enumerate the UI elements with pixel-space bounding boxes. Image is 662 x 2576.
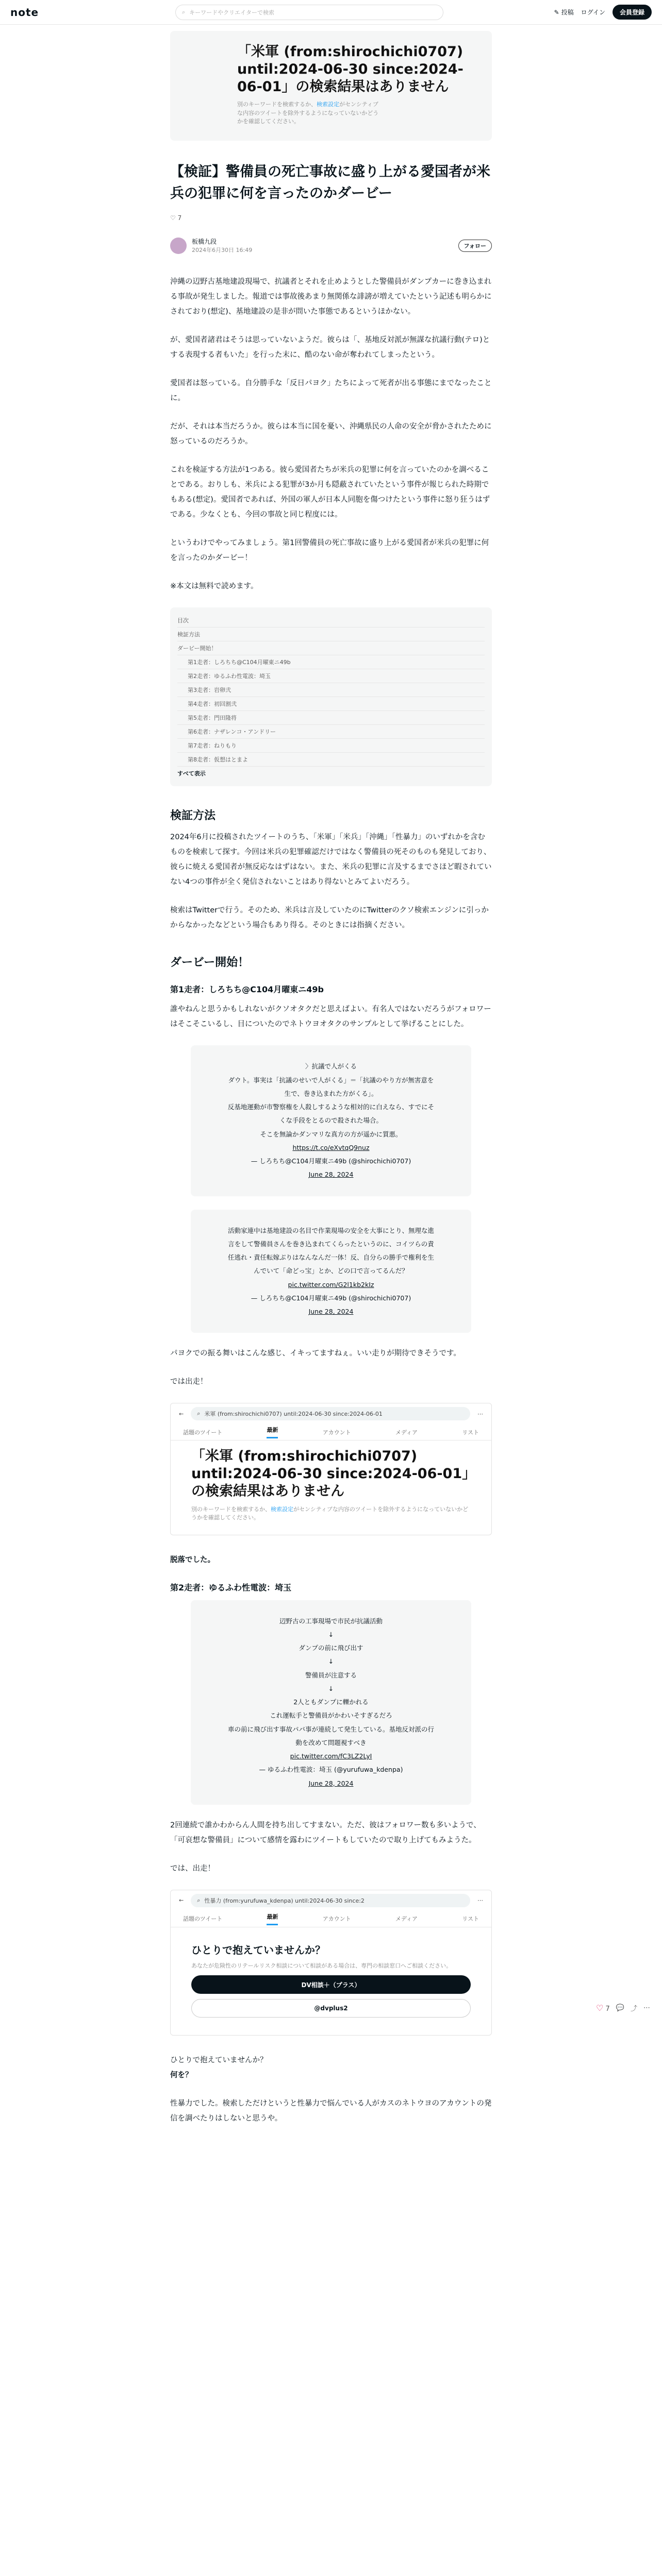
tweet-date[interactable]: June 28, 2024: [308, 1779, 354, 1787]
tweet-line: 〉抗議で人がくる: [305, 1062, 357, 1071]
search-input[interactable]: [175, 5, 443, 20]
paragraph: だが、それは本当だろうか。彼らは本当に国を憂い、沖縄県民の人命の安全が脅かされたために怒っているのだろうか。: [170, 422, 492, 446]
toc-item[interactable]: 第4走者：初回割弐: [177, 697, 485, 711]
toc-item[interactable]: 第5走者：門田隆将: [177, 711, 485, 725]
paragraph: 2回連続で誰かわからん人間を持ち出してすまない。ただ、彼はフォロワー数も多いようで、「可哀想な警備員」について感情を露わにツイートもしていたので取り上げてもみようた。: [170, 1821, 481, 1844]
toc-item[interactable]: 検証方法: [177, 628, 485, 641]
twitter-screenshot: [170, 1890, 492, 2036]
no-results-sub: 別のキーワードを検索するか、検索設定がセンシティブな内容のツイートを除外するようになっていないかどうかを確認してください。: [237, 101, 379, 125]
tab-top: 話題のツイート: [183, 1916, 223, 1923]
search-icon: ⌕: [182, 8, 186, 15]
no-results-title: 「米軍 (from:shirochichi0707) until:2024-06-30 since:2024-06-01」の検索結果はありません: [237, 44, 464, 95]
no-results-title: 「米軍 (from:shirochichi0707) until:2024-06-30 since:2024-06-01」の検索結果はありません: [191, 1448, 469, 1499]
no-results-sub: 別のキーワードを検索するか、検索設定がセンシティブな内容のツイートを除外するようになっていないかどうかを確認してください。: [191, 1505, 469, 1521]
tweet-author: — ゆるふわ性電波：埼玉 (@yurufuwa_kdenpa): [259, 1766, 403, 1774]
paragraph: 性暴力でした。検索しただけというと性暴力で悩んでいる人がカスのネトウヨのアカウントの発信を調べたりはしないと思うや。: [170, 2099, 492, 2123]
tweet-line: 辺野古の工事現場で市民が抗議活動: [279, 1617, 383, 1625]
tweet-line: 2人ともダンプに轢かれる: [293, 1698, 369, 1706]
toc-heading[interactable]: 目次: [177, 614, 485, 628]
toc-item[interactable]: 第3走者：岩卵弐: [177, 683, 485, 697]
paragraph: 検索はTwitterで行う。そのため、米兵は言及していたのにTwitterのクソ検索エンジンに引っかからなかったなどという場合もあり得る。そのときには指摘ください。: [170, 906, 489, 930]
tweet-line: ダウト。事実は「抗議のせいで人がくる」＝「抗議のやり方が無害意を生で、巻き込まれた方がくる」。: [228, 1076, 434, 1097]
dvplus2-button: @dvplus2: [191, 1999, 471, 2018]
article-title: 【検証】警備員の死亡事故に盛り上がる愛国者が米兵の犯罪に何を言ったのかダービー: [170, 163, 490, 201]
more-icon[interactable]: ⋯: [643, 2004, 650, 2012]
post-date: 2024年6月30日 16:49: [192, 247, 253, 254]
toc-item[interactable]: 第2走者：ゆるふわ性電波：埼玉: [177, 669, 485, 683]
more-icon: ⋯: [477, 1410, 483, 1417]
tweet-line: そこを無論かダンマリな真方の方が遥かに質悪。: [260, 1130, 402, 1138]
article: [170, 31, 492, 2140]
back-arrow-icon: ←: [179, 1410, 184, 1417]
heart-icon: ♡: [596, 2003, 604, 2013]
pen-icon: ✎: [554, 8, 559, 16]
help-sub: あなたが危険性のリテールリスク相談について相談がある場合は、専門の相談窓口へご相談ください。: [191, 1962, 452, 1969]
tweet-author: — しろちち@C104月曜東ニ49b (@shirochichi0707): [251, 1157, 411, 1165]
twitter-tabs: [171, 1424, 491, 1440]
tweet-line: 反基地運動が市警察権を人殺しするような相対的に白えなら、すでにそくな手段をとるので殺された場合。: [227, 1103, 435, 1125]
toc-show-all[interactable]: すべて表示: [177, 770, 206, 777]
back-arrow-icon: ←: [179, 1897, 184, 1904]
like-count[interactable]: ♡ 7: [170, 214, 182, 222]
tweet-author: — しろちち@C104月曜東ニ49b (@shirochichi0707): [251, 1294, 411, 1302]
post-button[interactable]: [554, 8, 574, 16]
dv-plus-button: DV相談＋（プラス）: [191, 1975, 471, 1994]
search-icon: ⌕: [197, 1896, 201, 1904]
section-heading: ダービー開始！: [170, 956, 250, 970]
tweet-line: これ運転手と警備員がかわいそすぎるだろ: [270, 1711, 392, 1720]
tab-media: メディア: [395, 1916, 418, 1923]
twitter-search-box: ⌕ 性暴力 (from:yurufuwa_kdenpa) until:2024-06-30 since:2: [191, 1894, 470, 1907]
search-icon: ⌕: [197, 1410, 201, 1417]
share-icon[interactable]: ⤴: [630, 2005, 637, 2013]
signup-button[interactable]: 会員登録: [613, 5, 652, 20]
more-icon: ⋯: [477, 1897, 483, 1904]
floating-actions: [596, 2003, 650, 2013]
paragraph: が、愛国者諸君はそうは思っていないようだ。彼らは「、基地反対派が無謀な抗議行動(テロ)とする表現する者もいた」を行った末に、酷のない命が奪われてしまったという。: [170, 336, 490, 360]
post-label: 投稿: [561, 9, 574, 16]
paragraph: 愛国者は怒っている。自分勝手な「反日パヨク」たちによって死者が出る事態にまでなったことに。: [170, 379, 492, 403]
toc-item[interactable]: 第7走者：ねりもり: [177, 739, 485, 753]
paragraph: パヨクでの振る舞いはこんな感じ、イキってますねぇ。いい走りが期待できそうです。: [170, 1349, 461, 1358]
note-logo[interactable]: note: [10, 6, 39, 19]
comment-icon[interactable]: 💬: [616, 2004, 624, 2012]
search-placeholder: キーワードやクリエイターで検索: [189, 9, 274, 16]
tweet-line: 警備員が注意する: [305, 1671, 357, 1679]
paragraph: 沖縄の辺野古基地建設現場で、抗議者とそれを止めようとした警備員がダンプカーに巻き込まれる事故が発生しました。報道では事故後あまり無関係な誹謗が増えていたという記述も明らかにされており(想定)、基地建設の是非が問いた事態であるというほかない。: [170, 278, 492, 316]
tweet-line: ↓: [328, 1630, 334, 1638]
tweet-date[interactable]: June 28, 2024: [308, 1308, 354, 1316]
toc-item[interactable]: 第6走者：ナザレンコ・アンドリー: [177, 725, 485, 739]
twitter-search-box: ⌕ 米軍 (from:shirochichi0707) until:2024-06-30 since:2024-06-01: [191, 1407, 470, 1420]
author-row: [170, 237, 492, 254]
tweet-link[interactable]: https://t.co/eXvtqQ9nuz: [292, 1143, 370, 1151]
tab-latest: 最新: [267, 1426, 278, 1438]
tweet-link[interactable]: pic.twitter.com/G2l1kb2kIz: [288, 1280, 374, 1289]
tab-top: 話題のツイート: [183, 1429, 223, 1436]
paragraph: これを検証する方法が1つある。彼ら愛国者たちが米兵の犯罪に何を言っていたのかを調べることである。おりしも、米兵による犯罪が3か月も隠蔽されていたという事件が報じられた時期でもある(想定)。愛国者であれば、外国の軍人が日本人同胞を傷つけたという事件に怒り狂うはずである。少なくとも、今回の事故と同じ程度には。: [170, 466, 490, 519]
tab-media: メディア: [395, 1429, 418, 1436]
help-title: ひとりで抱えていませんか？: [191, 1943, 325, 1956]
tweet-line: ダンプの前に飛び出す: [299, 1644, 363, 1652]
paragraph: 2024年6月に投稿されたツイートのうち、「米軍」「米兵」「沖縄」「性暴力」のいずれかを含むものを検索して探す。今回は米兵の犯罪確認だけではなく警備員の死そのものも発見しており、彼らに焼える愛国者が無反応なはずはない。また、米兵の犯罪に言及するまでさほど暇されていない4つの事件が全く発信されないことはあり得ないとみてよいだろう。: [170, 833, 492, 887]
like-button[interactable]: ♡ 7: [596, 2003, 610, 2013]
tab-latest: 最新: [267, 1912, 278, 1925]
paragraph: では、出走！: [170, 1864, 215, 1873]
tweet-text: 活動家連中は基地建設の名目で作業現場の安全を大事にとり、無理な進言をして警備員さんを巻き込まれてくらったというのに、コイツらの責任逃れ・責任転嫁ぶりはなんなんだ一体！反、自分らの勝手で権利を生んでいて「命どっ宝」とか、どの口で言ってるんだ？: [227, 1226, 434, 1275]
runner-heading: 第2走者：ゆるふわ性電波：埼玉: [170, 1582, 292, 1592]
toc-item[interactable]: 第8走者：仮想はとまよ: [177, 753, 485, 767]
embedded-tweet: [191, 1045, 471, 1196]
avatar[interactable]: [170, 238, 187, 254]
author-name[interactable]: 板橋九段: [192, 238, 217, 246]
paragraph: では出走！: [170, 1378, 208, 1386]
toc-item[interactable]: ダービー開始！: [177, 641, 485, 655]
tweet-line: 車の前に飛び出す事故パパ事が連続して発生している。基地反対派の行動を改めて問題視すべき: [227, 1725, 434, 1747]
twitter-tabs: [171, 1911, 491, 1927]
embedded-tweet: [191, 1600, 471, 1805]
embedded-tweet: [191, 1210, 471, 1333]
paragraph: ※本文は無料で読めます。: [170, 582, 258, 591]
paragraph: 脱落でした。: [170, 1555, 215, 1564]
tab-lists: リスト: [462, 1916, 479, 1923]
twitter-screenshot: [170, 1403, 492, 1535]
tweet-link[interactable]: pic.twitter.com/fC3LZ2LyI: [290, 1752, 372, 1760]
tab-lists: リスト: [462, 1429, 479, 1436]
paragraph: 誰やねんと思うかもしれないがクソオタクだと思えばよい。有名人ではないだろうがフォロワーはそこそこいるし、目についたのでネトウヨオタクのサンプルとして挙げることにした。: [170, 1005, 491, 1029]
tweet-date[interactable]: June 28, 2024: [308, 1171, 354, 1179]
paragraph: というわけでやってみましょう。第1回警備員の死亡事故に盛り上がる愛国者が米兵の犯罪に何を言ったのかダービー！: [170, 539, 489, 563]
login-link[interactable]: ログイン: [581, 9, 605, 16]
section-heading: 検証方法: [170, 809, 216, 823]
tab-accounts: アカウント: [322, 1916, 351, 1923]
paragraph: ひとりで抱えていませんか？: [170, 2056, 268, 2065]
table-of-contents: [170, 607, 492, 786]
top-bar: [0, 0, 662, 25]
follow-button[interactable]: フォロー: [458, 240, 492, 252]
paragraph: 何を？: [170, 2071, 193, 2080]
tweet-line: ↓: [328, 1657, 334, 1666]
tweet-line: ↓: [328, 1684, 334, 1692]
hero-image: [170, 31, 492, 141]
toc-item[interactable]: 第1走者：しろちち@C104月曜東ニ49b: [177, 655, 485, 669]
tab-accounts: アカウント: [322, 1429, 351, 1436]
runner-heading: 第1走者：しろちち@C104月曜東ニ49b: [170, 985, 324, 995]
